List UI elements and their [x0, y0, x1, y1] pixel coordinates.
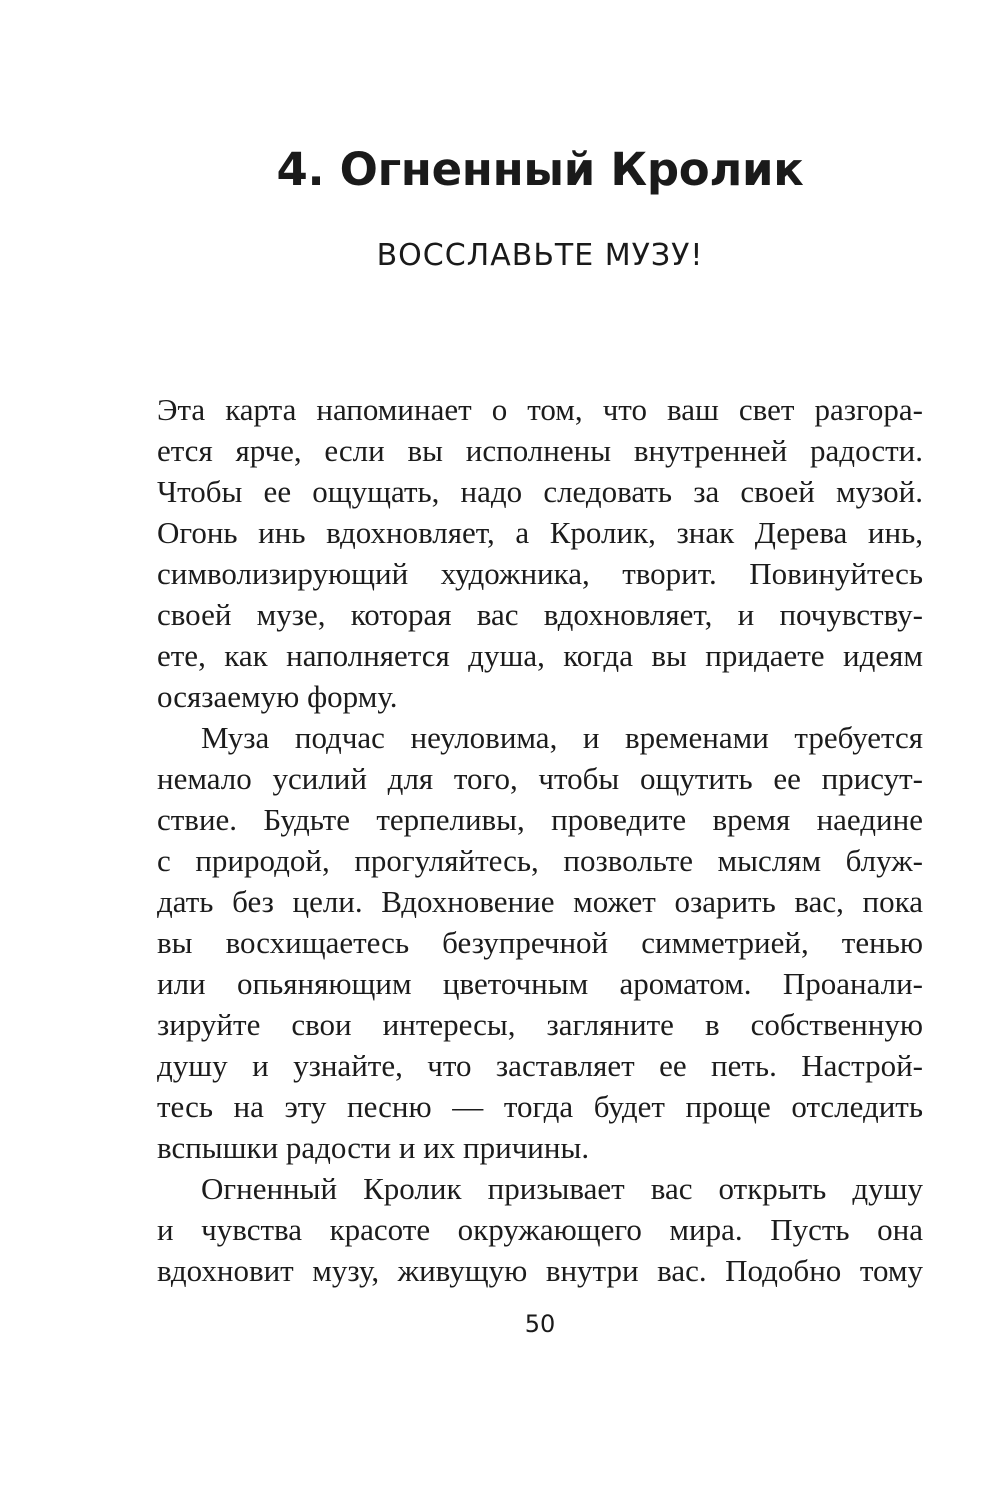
- text-line: ствие. Будьте терпеливы, проведите время наедине: [157, 802, 923, 837]
- text-line: немало усилий для того, чтобы ощутить ее присут-: [157, 761, 923, 796]
- text-line: Чтобы ее ощущать, надо следовать за своей музой.: [157, 474, 923, 509]
- paragraph-3: [157, 1168, 923, 1291]
- text-line: душу и узнайте, что заставляет ее петь. Настрой-: [157, 1048, 923, 1083]
- text-line: и чувства красоте окружающего мира. Пусть она: [157, 1212, 923, 1247]
- text-line: ется ярче, если вы исполнены внутренней радости.: [157, 433, 923, 468]
- text-line: или опьяняющим цветочным ароматом. Проанали-: [157, 966, 923, 1001]
- chapter-subtitle: ВОССЛАВЬТЕ МУЗУ!: [376, 238, 704, 273]
- paragraph-1: [157, 389, 923, 717]
- text-line: дать без цели. Вдохновение может озарить вас, пока: [157, 884, 923, 919]
- text-line: Огонь инь вдохновляет, а Кролик, знак Дерева инь,: [157, 515, 923, 550]
- text-line: вдохновит музу, живущую внутри вас. Подобно тому: [157, 1253, 923, 1288]
- text-line: вы восхищаетесь безупречной симметрией, тенью: [157, 925, 923, 960]
- text-line: с природой, прогуляйтесь, позвольте мыслям блуж-: [157, 843, 923, 878]
- text-line: ете, как наполняется душа, когда вы придаете идеям: [157, 638, 923, 673]
- text-line: Эта карта напоминает о том, что ваш свет разгора-: [157, 392, 923, 427]
- text-line: зируйте свои интересы, загляните в собственную: [157, 1007, 923, 1042]
- text-line: осязаемую форму.: [157, 679, 398, 714]
- text-line: Огненный Кролик призывает вас открыть душу: [201, 1171, 923, 1206]
- paragraph-2: [157, 717, 923, 1168]
- text-line: тесь на эту песню — тогда будет проще отследить: [157, 1089, 923, 1124]
- text-line: своей музе, которая вас вдохновляет, и почувству-: [157, 597, 923, 632]
- body-text: [157, 389, 923, 1291]
- text-line: Муза подчас неуловима, и временами требуется: [201, 720, 923, 755]
- text-line: вспышки радости и их причины.: [157, 1130, 590, 1165]
- chapter-title: 4. Огненный Кролик: [276, 143, 804, 196]
- page-number: 50: [524, 1310, 556, 1338]
- text-line: символизирующий художника, творит. Повинуйтесь: [157, 556, 923, 591]
